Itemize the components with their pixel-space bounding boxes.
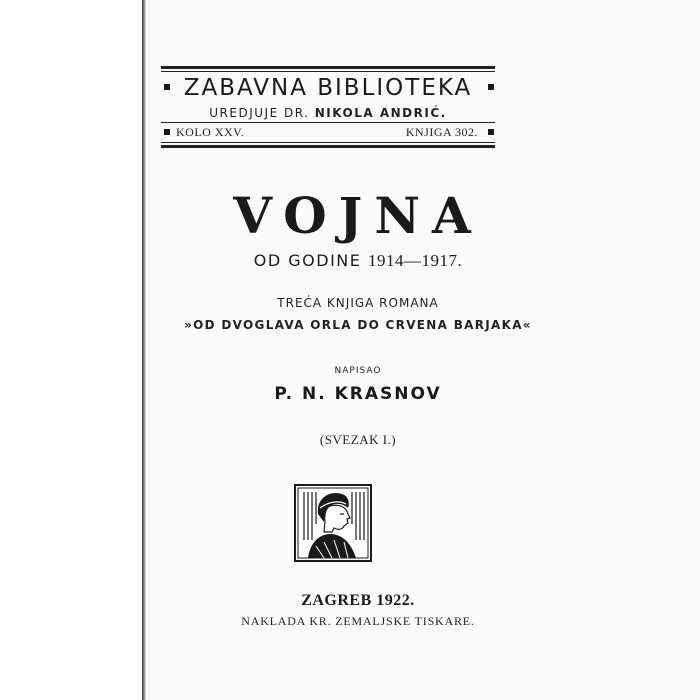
volume-part: (SVEZAK I.): [319, 432, 397, 447]
header-bottom-rule-thick: [161, 145, 495, 148]
volume-round: KOLO XXV.: [176, 125, 245, 139]
imprint-publisher: NAKLADA KR. ZEMALJSKE TISKARE.: [241, 614, 475, 628]
header-middle-rule: [161, 122, 495, 123]
author-label: NAPISAO: [334, 366, 382, 376]
header-bottom-rule-thin: [161, 142, 495, 143]
book-in-series: TREĆA KNJIGA ROMANA: [277, 296, 439, 310]
subtitle-years: 1914—1917.: [367, 251, 463, 270]
imprint-place-year: ZAGREB 1922.: [301, 592, 415, 609]
editor-prefix: UREDJUJE DR.: [209, 106, 310, 120]
series-name: »OD DVOGLAVA ORLA DO CRVENA BARJAKA«: [184, 318, 532, 332]
subtitle-prefix: OD GODINE: [253, 251, 362, 270]
left-square-bullet-small-icon: [164, 129, 170, 135]
woman-profile-reading-emblem-icon: [294, 484, 372, 562]
right-square-bullet-small-icon: [488, 129, 494, 135]
header-top-rule-thick: [161, 66, 495, 69]
book-subtitle: [146, 251, 570, 271]
right-square-bullet-icon: [488, 84, 494, 90]
series-title: ZABAVNA BIBLIOTEKA: [183, 75, 473, 101]
book-number: KNJIGA 302.: [405, 125, 478, 139]
book-title: VOJNA: [233, 186, 483, 245]
author-name: P. N. KRASNOV: [274, 384, 442, 404]
editor-line: [161, 106, 495, 120]
editor-name: NIKOLA ANDRIĆ.: [314, 106, 447, 120]
